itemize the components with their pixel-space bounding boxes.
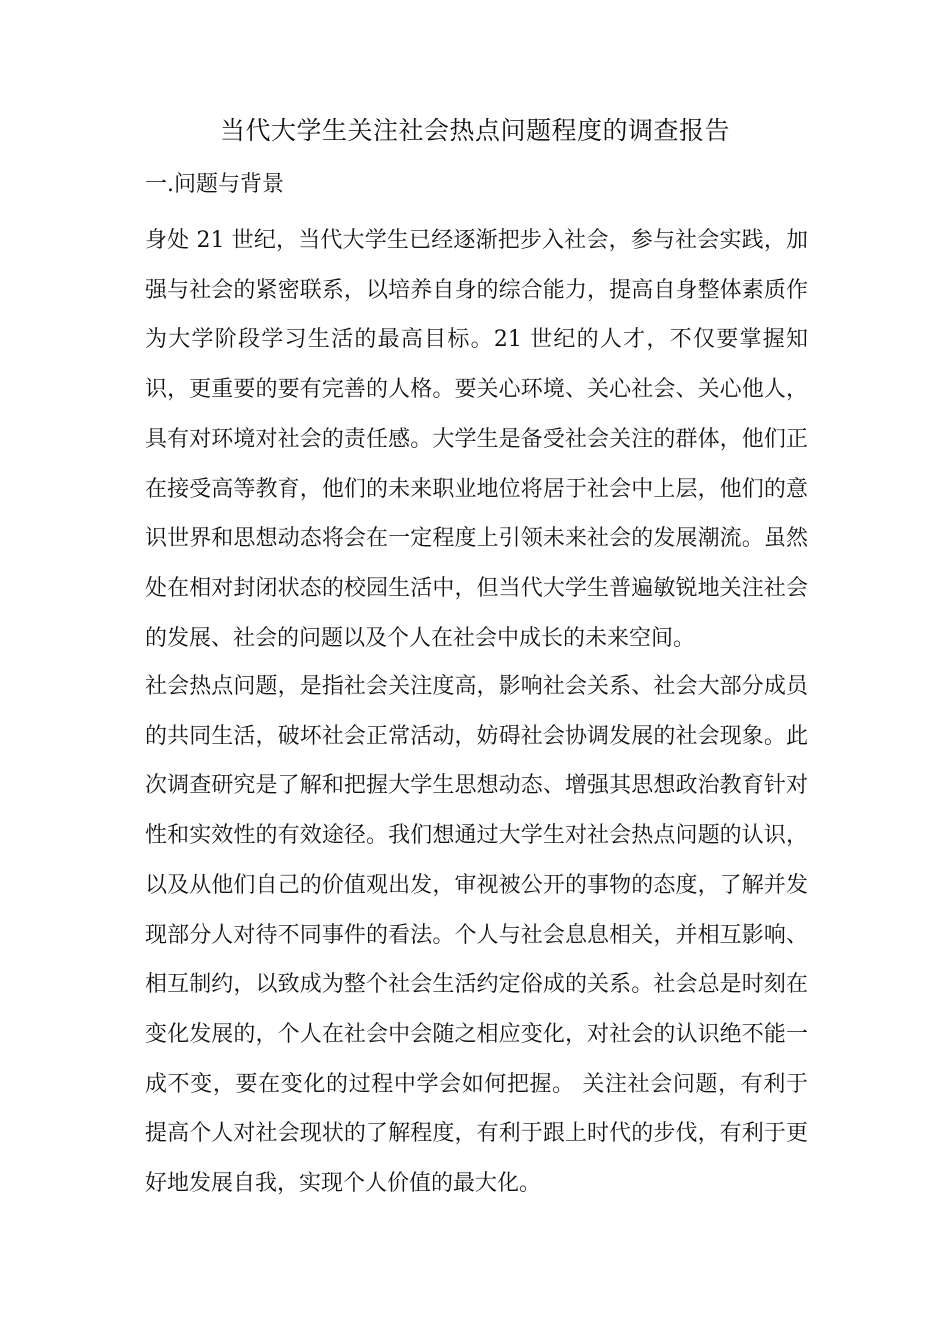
- body-paragraph-2: 社会热点问题，是指社会关注度高，影响社会关系、社会大部分成员的共同生活，破坏社会正常活动，妨碍社会协调发展的社会现象。此次调查研究是了解和把握大学生思想动态、增强其思想政治教育针对性和实效性的有效途径。我们想通过大学生对社会热点问题的认识，以及从他们自己的价值观出发，审视被公开的事物的态度，了解并发现部分人对待不同事件的看法。个人与社会息息相关，并相互影响、相互制约，以致成为整个社会生活约定俗成的关系。社会总是时刻在变化发展的，个人在社会中会随之相应变化，对社会的认识绝不能一成不变，要在变化的过程中学会如何把握。 关注社会问题，有利于提高个人对社会现状的了解程度，有利于跟上时代的步伐，有利于更好地发展自我，实现个人价值的最大化。: [145, 674, 808, 1197]
- document-title: 当代大学生关注社会热点问题程度的调查报告: [219, 116, 730, 145]
- section-heading: 一.问题与背景: [145, 172, 284, 197]
- body-paragraph-1: 身处 21 世纪，当代大学生已经逐渐把步入社会，参与社会实践，加强与社会的紧密联系，以培养自身的综合能力，提高自身整体素质作为大学阶段学习生活的最高目标。21 世纪的人才，不仅要掌握知识，更重要的要有完善的人格。要关心环境、关心社会、关心他人，具有对环境对社会的责任感。大学生是备受社会关注的群体，他们正在接受高等教育，他们的未来职业地位将居于社会中上层，他们的意识世界和思想动态将会在一定程度上引领未来社会的发展潮流。虽然处在相对封闭状态的校园生活中，但当代大学生普遍敏锐地关注社会的发展、社会的问题以及个人在社会中成长的未来空间。: [145, 228, 808, 651]
